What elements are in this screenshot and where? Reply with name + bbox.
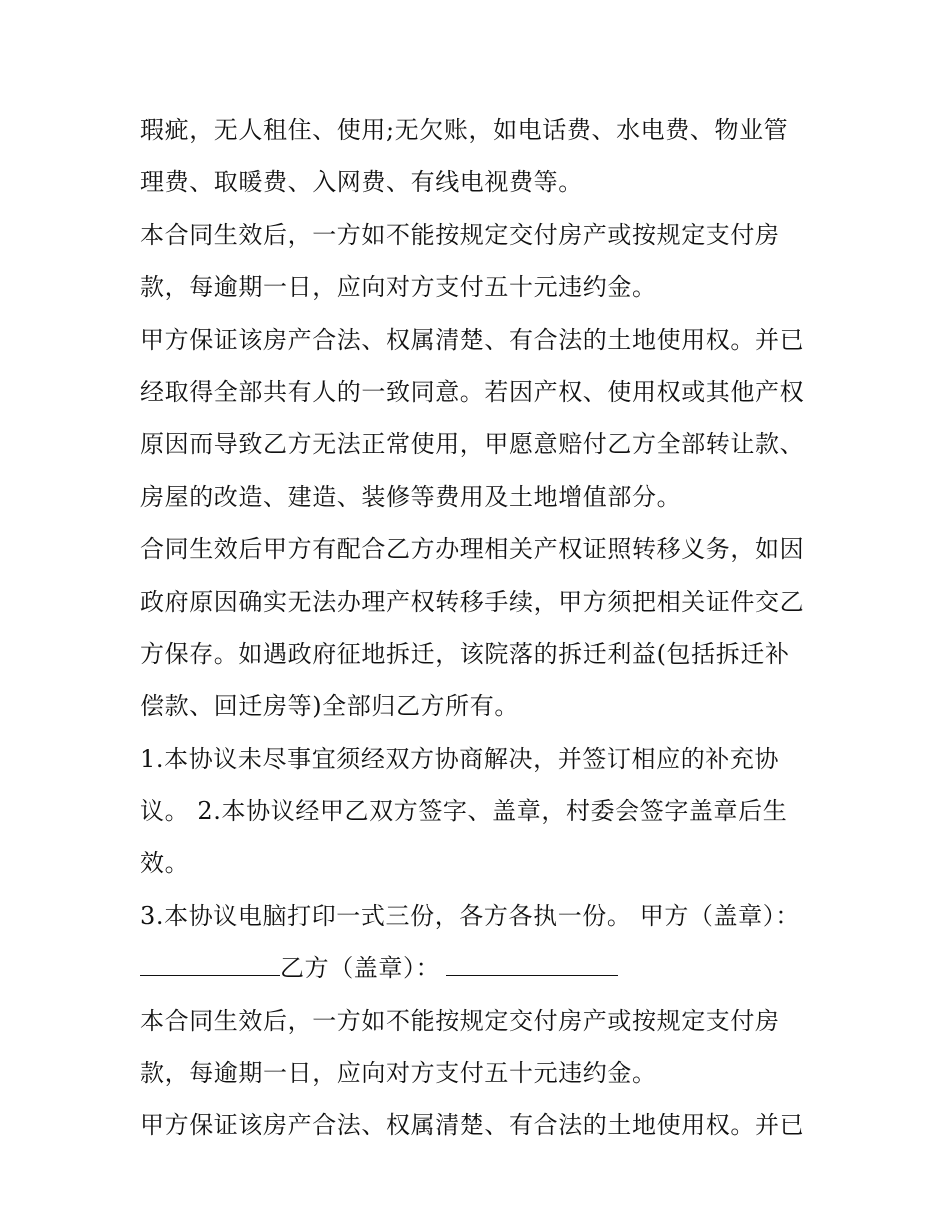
document-body (140, 104, 820, 1152)
text-line: 议。 2.本协议经甲乙双方签字、盖章，村委会签字盖章后生 (140, 797, 788, 826)
party-b-signature-blank (446, 945, 618, 976)
text-line: 方保存。如遇政府征地拆迁，该院落的拆迁利益(包括拆迁补 (140, 639, 790, 668)
text-line: 效。 (140, 849, 190, 878)
party-a-signature-blank (140, 945, 280, 976)
party-b-label: 乙方（盖章）： (280, 954, 441, 983)
text-line: 政府原因确实无法办理产权转移手续，甲方须把相关证件交乙 (140, 587, 805, 616)
text-line: 3.本协议电脑打印一式三份，各方各执一份。 甲方（盖章）： (140, 901, 800, 930)
text-line: 原因而导致乙方无法正常使用，甲愿意赔付乙方全部转让款、 (140, 430, 805, 459)
text-line: 款，每逾期一日，应向对方支付五十元违约金。 (140, 1059, 657, 1088)
text-line: 甲方保证该房产合法、权属清楚、有合法的土地使用权。并已 (140, 1111, 805, 1140)
text-line: 甲方保证该房产合法、权属清楚、有合法的土地使用权。并已 (140, 325, 805, 354)
text-line: 本合同生效后，一方如不能按规定交付房产或按规定支付房 (140, 220, 780, 249)
text-line: 理费、取暖费、入网费、有线电视费等。 (140, 168, 583, 197)
text-line: 经取得全部共有人的一致同意。若因产权、使用权或其他产权 (140, 377, 805, 406)
signature-line (140, 942, 820, 994)
text-line: 偿款、回迁房等)全部归乙方所有。 (140, 692, 519, 721)
text-line: 1.本协议未尽事宜须经双方协商解决，并签订相应的补充协 (140, 744, 780, 773)
text-line: 瑕疵，无人租住、使用;无欠账，如电话费、水电费、物业管 (140, 116, 789, 144)
text-line: 合同生效后甲方有配合乙方办理相关产权证照转移义务，如因 (140, 535, 805, 564)
text-line: 款，每逾期一日，应向对方支付五十元违约金。 (140, 273, 657, 302)
text-line: 本合同生效后，一方如不能按规定交付房产或按规定支付房 (140, 1006, 780, 1035)
text-line: 房屋的改造、建造、装修等费用及土地增值部分。 (140, 482, 682, 511)
